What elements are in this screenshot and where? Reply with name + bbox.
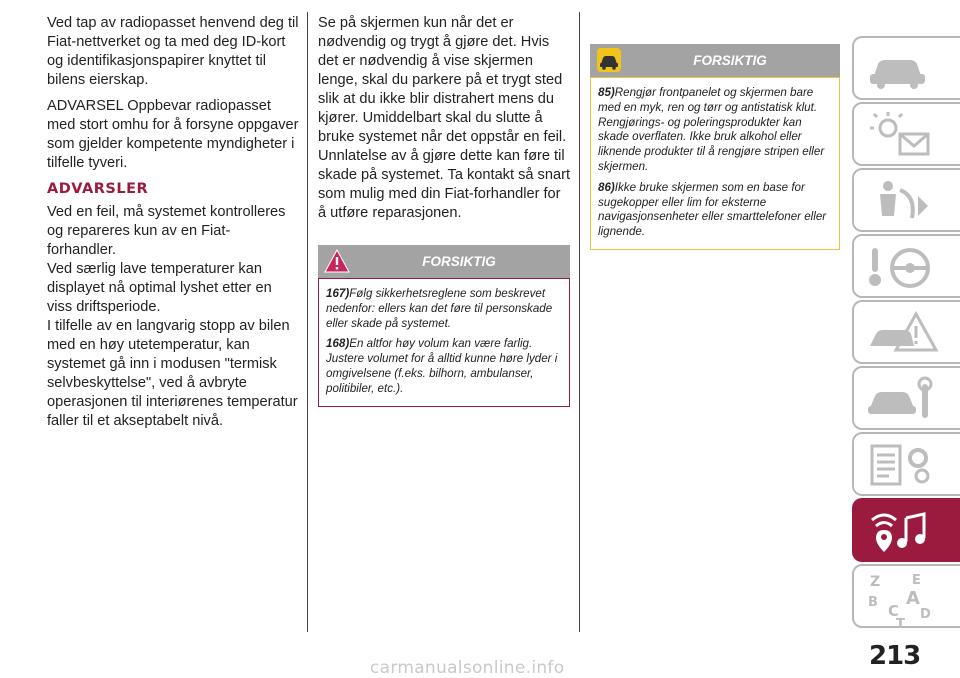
index-letter: Z xyxy=(870,574,881,590)
note-167 xyxy=(326,287,564,331)
note-text: En altfor høy volum kan være farlig. Justere volumet for å alltid kunne høre lyder i omgivelsene (f.eks. bilhorn, ambulanser, politibiler, etc.). xyxy=(326,337,558,395)
note-85 xyxy=(598,86,834,175)
safety-airbag-icon xyxy=(864,176,942,226)
caution-header xyxy=(590,44,840,77)
index-letter: A xyxy=(906,588,920,609)
caution-title: FORSIKTIG xyxy=(693,53,767,68)
column-1 xyxy=(47,14,299,438)
tab-technical-data[interactable] xyxy=(852,432,960,496)
note-number: 167) xyxy=(326,287,350,300)
emergency-warning-icon xyxy=(864,308,942,358)
note-86 xyxy=(598,181,834,240)
watermark: carmanualsonline.info xyxy=(370,658,565,678)
index-letter: D xyxy=(920,607,931,622)
column-divider-1 xyxy=(307,12,308,632)
index-letters-icon xyxy=(864,572,942,630)
section-heading-advarsler: ADVARSLER xyxy=(47,181,149,197)
note-text: Følg sikkerhetsreglene som beskrevet nedenfor: ellers kan det føre til personskade eller skade på systemet. xyxy=(326,287,553,330)
paragraph-thermal: I tilfelle av en langvarig stopp av bilen med en høy utetemperatur, kan systemet gå inn i modusen "termisk selvbeskyttelse", ved å avbryte operasjonen til interiørenes temperatur faller til et akseptabelt nivå. xyxy=(47,318,298,429)
note-168 xyxy=(326,337,564,396)
paragraph-fault: Ved en feil, må systemet kontrolleres og repareres kun av en Fiat-forhandler. xyxy=(47,204,286,258)
tab-start-driving[interactable] xyxy=(852,234,960,298)
tab-index[interactable] xyxy=(852,564,960,628)
caution-box xyxy=(590,77,840,250)
column-divider-2 xyxy=(579,12,580,632)
tab-safety[interactable] xyxy=(852,168,960,232)
dashboard-lights-icon xyxy=(864,110,942,160)
multimedia-icon xyxy=(864,506,942,556)
warning-box xyxy=(318,278,570,407)
tab-emergency[interactable] xyxy=(852,300,960,364)
warning-header xyxy=(318,245,570,278)
warning-title: FORSIKTIG xyxy=(422,254,496,269)
note-number: 85) xyxy=(598,86,615,99)
tab-car-info[interactable] xyxy=(852,36,960,100)
paragraph-lost-card: Ved tap av radiopasset henvend deg til Fiat-nettverket og ta med deg ID-kort og identifikasjonspapirer knyttet til bilens eierskap. xyxy=(47,15,299,88)
tab-dashboard-lights[interactable] xyxy=(852,102,960,166)
column-3 xyxy=(590,14,840,250)
index-letter: C xyxy=(888,602,900,620)
car-maintenance-icon xyxy=(864,374,942,424)
note-number: 86) xyxy=(598,180,615,194)
steering-wheel-key-icon xyxy=(864,242,942,292)
tab-maintenance[interactable] xyxy=(852,366,960,430)
paragraph-warning-card: ADVARSEL Oppbevar radiopasset med stort omhu for å forsyne oppgaver som gjelder kompetente myndigheter i tilfelle tyveri. xyxy=(47,98,299,171)
car-info-icon xyxy=(864,44,942,92)
tab-multimedia[interactable] xyxy=(852,498,960,562)
technical-data-icon xyxy=(864,440,942,490)
paragraph-low-temp: Ved særlig lave temperaturer kan displayet nå optimal lyshet etter en viss driftsperiode. xyxy=(47,261,272,315)
page-number: 213 xyxy=(869,641,921,671)
note-text: Rengjør frontpanelet og skjermen bare med en myk, ren og tørr og antistatisk klut. Rengjørings- og poleringsprodukter kan skade overflaten. Ikke bruk alkohol eller liknende produkter til å rengjøre stripen eller skjermen. xyxy=(598,86,825,173)
index-letter: T xyxy=(896,617,905,630)
note-number: 168) xyxy=(326,337,350,351)
index-letter: E xyxy=(912,573,921,588)
paragraph-screen-usage: Se på skjermen kun når det er nødvendig og trygt å gjøre det. Hvis det er nødvendig å vise skjermen lenge, skal du parkere på et trygt sted slik at du ikke blir distrahert mens du kjører. Umiddelbart skal du slutte å bruke systemet når det oppstår en feil. Unnlatelse av å gjøre dette kan føre til skade på systemet. Ta kontakt så snart som mulig med din Fiat-forhandler for å utføre reparasjonen. xyxy=(318,15,571,221)
column-2 xyxy=(318,14,570,407)
note-text: Ikke bruke skjermen som en base for sugekopper eller lim for eksterne navigasjonsenheter eller smarttelefoner eller lignende. xyxy=(598,180,827,239)
index-letter: B xyxy=(868,595,878,610)
